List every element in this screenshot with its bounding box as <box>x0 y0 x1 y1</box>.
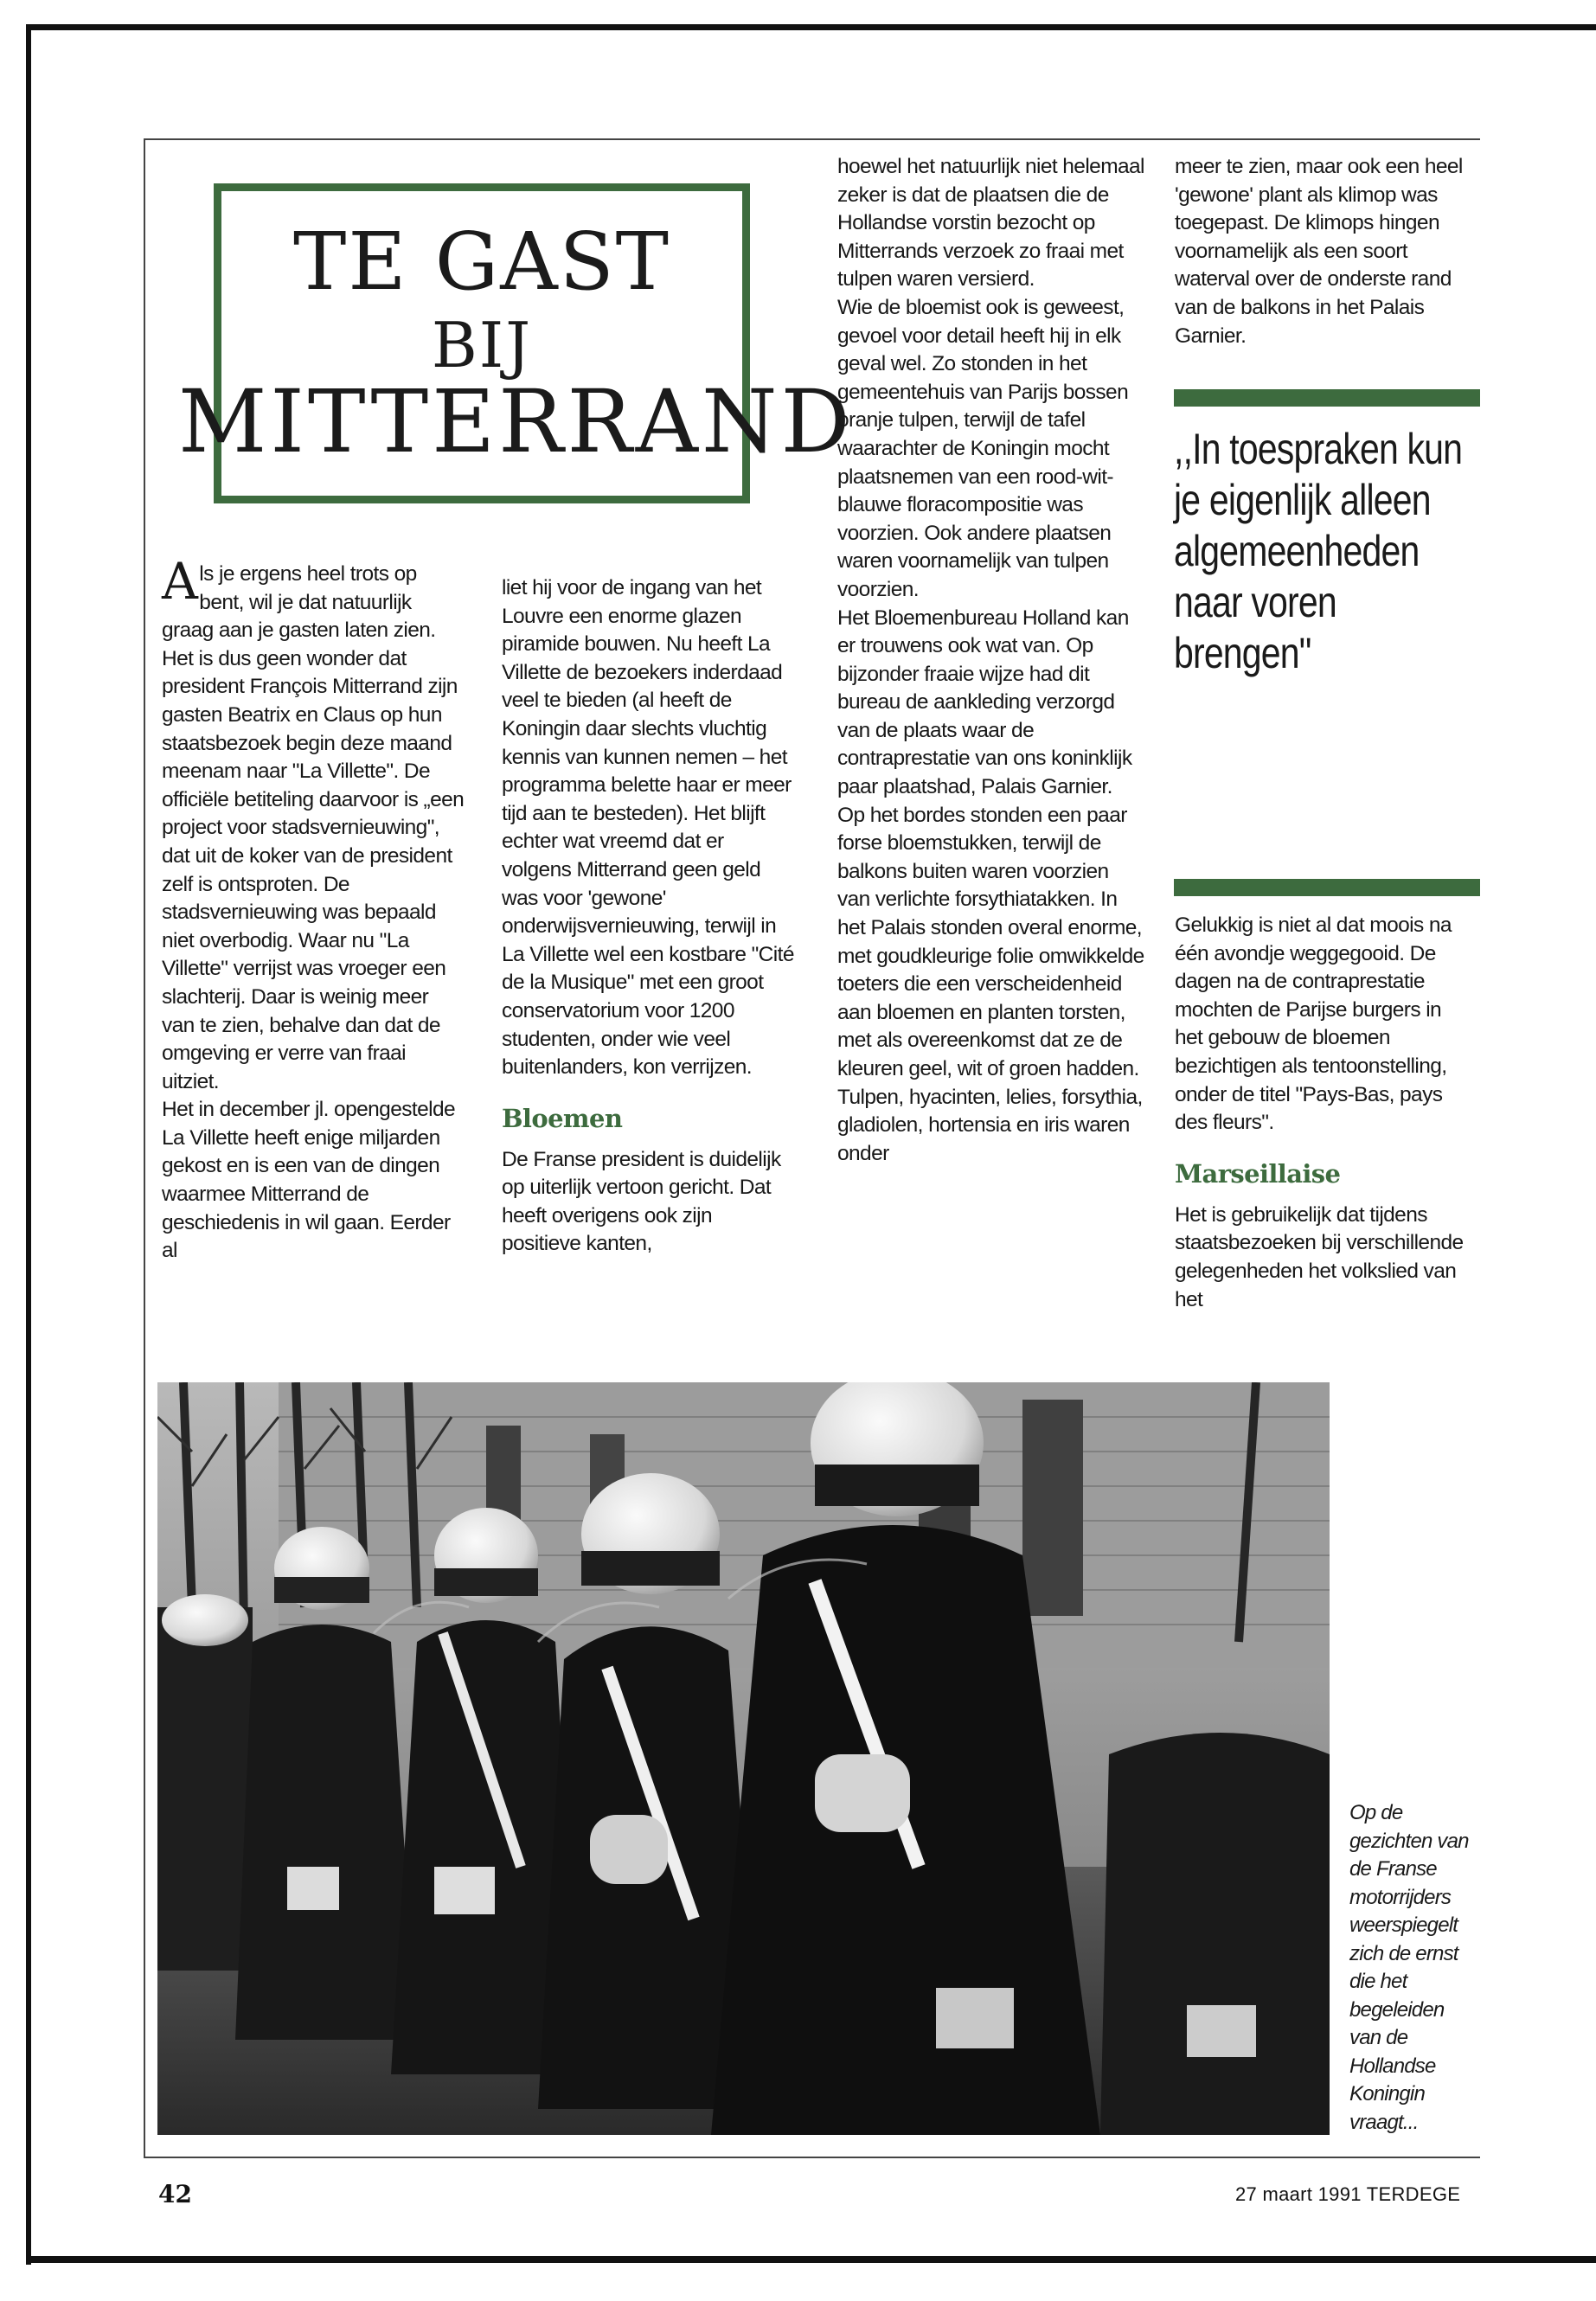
column-4-paragraph-1: meer te zien, maar ook een heel 'gewone' plant als klimop was toegepast. De klimops hingen voornamelijk als een soort waterval over de onderste rand van de balkons in het Palais Garnier. <box>1175 155 1463 348</box>
article-column-4-top <box>1175 153 1469 350</box>
title-line-2: BIJ <box>431 309 533 381</box>
pull-quote: ,,In toespraken kun je eigenlijk alleen algemeenheden naar voren brengen" <box>1174 425 1463 677</box>
article-column-1 <box>162 552 465 1266</box>
subhead-marseillaise: Marseillaise <box>1175 1158 1341 1189</box>
pull-quote-bar-bottom <box>1174 879 1480 896</box>
article-column-3 <box>837 153 1144 1168</box>
photo-illustration <box>157 1382 1330 2135</box>
column-4-paragraph-2: Gelukkig is niet al dat moois na één avondje weggegooid. De dagen na de contraprestatie mochten de Parijse burgers in het gebouw de bloemen bezichtigen als tentoonstelling, onder de titel "Pays-Bas, pays des fleurs". <box>1175 913 1452 1135</box>
column-3-paragraph-3: Het Bloemenbureau Holland kan er trouwens ook wat van. Op bijzonder fraaie wijze had dit bureau de aankleding verzorgd van de plaats waar de contraprestatie van ons koninklijk paar plaatshad, Palais Garnier. Op het bordes stonden een paar forse bloemstukken, terwijl de balkons buiten waren voorzien van verlichte forsythiatakken. In het Palais stonden overal enorme, met goudkleurige folie omwikkelde toeters die een verscheidenheid aan bloemen en planten torsten, met als overeenkomst dat ze de kleuren geel, wit of groen hadden. Tulpen, hyacinten, lelies, forsythia, gladiolen, hortensia en iris waren onder <box>837 606 1144 1165</box>
column-2-paragraph-1: liet hij voor de ingang van het Louvre een enorme glazen piramide bouwen. Nu heeft La Villette de bezoekers inderdaad veel te bieden (al heeft de Koningin daar slechts vluchtig kennis van kunnen nemen – het programma belette haar er meer tijd aan te besteden). Het blijft echter wat vreemd dat er volgens Mitterrand geen geld was voor 'gewone' onderwijsvernieuwing, terwijl in La Villette wel een kostbare "Cité de la Musique" met een groot conservatorium voor 1200 studenten, onder wie veel buitenlanders, kon verrijzen. <box>502 576 794 1080</box>
scan-edge-top <box>26 24 1596 30</box>
scan-edge-bottom <box>26 2256 1596 2263</box>
pull-quote-bar-top <box>1174 389 1480 407</box>
title-line-3: MITTERRAND <box>178 371 854 472</box>
motorcycle-escort-photo <box>157 1382 1330 2135</box>
page-border-left <box>144 138 145 2158</box>
column-4-paragraph-3: Het is gebruikelijk dat tijdens staatsbezoeken bij verschillende gelegenheden het volkslied van het <box>1175 1202 1464 1311</box>
column-1-paragraph-1 <box>162 552 465 1096</box>
issue-date-publication: 27 maart 1991 TERDEGE <box>1235 2183 1461 2205</box>
column-2-paragraph-2: De Franse president is duidelijk op uiterlijk vertoon gericht. Dat heeft overigens ook zijn positieve kanten, <box>502 1147 781 1256</box>
subhead-bloemen: Bloemen <box>502 1103 623 1133</box>
column-3-paragraph-1: hoewel het natuurlijk niet helemaal zeker is dat de plaatsen die de Hollandse vorstin bezocht op Mitterrands verzoek zo fraai met tulpen waren versierd. <box>837 155 1144 292</box>
article-column-4-bottom <box>1175 912 1469 1314</box>
photo-caption: Op de gezichten van de Franse motorrijders weerspiegelt zich de ernst die het begeleiden van de Hollandse Koningin vraagt... <box>1349 1801 1469 2134</box>
page-number: 42 <box>158 2180 192 2208</box>
article-title-box <box>178 183 854 503</box>
article-column-2 <box>502 574 796 1259</box>
page-border-top <box>144 138 1480 140</box>
column-1-paragraph-1-text: ls je ergens heel trots op bent, wil je dat natuurlijk graag aan je gasten laten zien. Het is dus geen wonder dat president François Mitterrand zijn gasten Beatrix en Claus op hun staatsbezoek begin deze maand meenam naar "La Villette". De officiële betiteling daarvoor is „een project voor stadsvernieuwing", dat uit de koker van de president zelf is ontsproten. De stadsvernieuwing was bepaald niet overbodig. Waar nu "La Villette" verrijst was vroeger een slachterij. Daar is weinig meer van te zien, behalve dan dat de omgeving er verre van fraai uitziet. <box>162 562 465 1093</box>
page-border-bottom <box>144 2157 1480 2158</box>
scan-edge-left <box>26 24 31 2265</box>
column-3-paragraph-2: Wie de bloemist ook is geweest, gevoel voor detail heeft hij in elk geval wel. Zo stonden in het gemeentehuis van Parijs bossen oranje tulpen, terwijl de tafel waarachter de Koningin mocht plaatsnemen van een rood-wit-blauwe floracompositie was voorzien. Ook andere plaatsen waren voornamelijk van tulpen voorzien. <box>837 295 1129 601</box>
drop-cap: A <box>162 552 198 611</box>
column-1-paragraph-2: Het in december jl. opengestelde La Villette heeft enige miljarden gekost en is een van de dingen waarmee Mitterrand de geschiedenis in wil gaan. Eerder al <box>162 1098 455 1263</box>
title-line-1: TE GAST <box>292 215 671 308</box>
